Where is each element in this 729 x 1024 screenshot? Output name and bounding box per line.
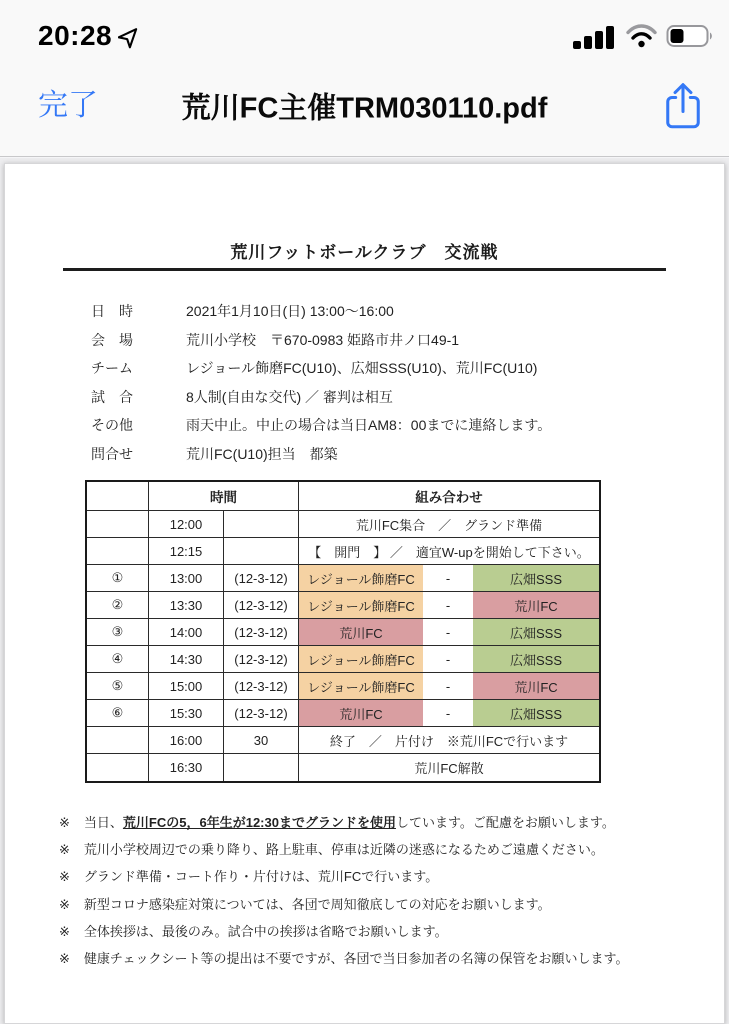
- time-cell: 12:15: [149, 538, 224, 565]
- vs-cell: -: [423, 700, 473, 727]
- vs-cell: -: [423, 619, 473, 646]
- vs-cell: -: [423, 646, 473, 673]
- info-value: レジョール飾磨FC(U10)、広畑SSS(U10)、荒川FC(U10): [186, 360, 538, 377]
- share-icon: [662, 81, 704, 131]
- wifi-icon: [625, 23, 658, 49]
- time-cell: 14:30: [149, 646, 224, 673]
- header-blank-cell: [87, 482, 149, 511]
- event-info: [91, 297, 724, 468]
- duration-cell: (12-3-12): [224, 592, 299, 619]
- home-team-cell: レジョール飾磨FC: [299, 565, 423, 592]
- time-cell: 14:00: [149, 619, 224, 646]
- home-team-cell: レジョール飾磨FC: [299, 646, 423, 673]
- row-num-cell: [87, 754, 149, 781]
- time-cell: 15:00: [149, 673, 224, 700]
- footnote: [59, 891, 724, 918]
- time-cell: 13:00: [149, 565, 224, 592]
- header-time-cell: 時間: [149, 482, 299, 511]
- note-text: [84, 809, 615, 836]
- away-team-cell: 荒川FC: [473, 673, 599, 700]
- away-team-cell: 広畑SSS: [473, 700, 599, 727]
- event-cell: 終了 ／ 片付け ※荒川FCで行います: [299, 727, 599, 754]
- away-team-cell: 広畑SSS: [473, 565, 599, 592]
- table-row: [87, 511, 599, 538]
- row-num-cell: ②: [87, 592, 149, 619]
- nav-bar: [0, 56, 729, 156]
- table-row: [87, 538, 599, 565]
- battery-icon: [666, 23, 715, 49]
- row-num-cell: ⑥: [87, 700, 149, 727]
- home-team-cell: レジョール飾磨FC: [299, 592, 423, 619]
- note-text: 荒川小学校周辺での乗り降り、路上駐車、停車は近隣の迷惑になるためご遠慮ください。: [83, 842, 604, 858]
- table-row: [87, 727, 599, 754]
- info-row-format: [91, 383, 724, 412]
- info-row-contact: [91, 440, 724, 469]
- note-marker: ※: [59, 815, 70, 830]
- time-cell: 16:30: [149, 754, 224, 781]
- info-label: 問合せ: [91, 445, 133, 462]
- note-text: 健康チェックシート等の提出は不要ですが、各団で当日参加者の名簿の保管をお願いします。: [83, 951, 629, 967]
- footnote: [59, 945, 724, 972]
- table-row: [87, 619, 599, 646]
- away-team-cell: 広畑SSS: [473, 619, 599, 646]
- table-row: [87, 646, 599, 673]
- pdf-viewport[interactable]: [0, 158, 729, 1024]
- info-value: 荒川小学校 〒670-0983 姫路市井ノ口49-1: [186, 331, 460, 348]
- schedule-table: [85, 480, 601, 783]
- duration-cell: 30: [224, 727, 299, 754]
- note-marker: ※: [59, 896, 70, 912]
- row-num-cell: ④: [87, 646, 149, 673]
- info-value: 8人制(自由な交代) ／ 審判は相互: [186, 388, 393, 405]
- location-arrow-icon: [118, 23, 142, 49]
- info-label: 会 場: [91, 331, 133, 348]
- footnote: [59, 863, 724, 890]
- header-matchup-cell: 組み合わせ: [299, 482, 599, 511]
- note-text: 新型コロナ感染症対策については、各団で周知徹底しての対応をお願いします。: [83, 896, 551, 912]
- vs-cell: -: [423, 592, 473, 619]
- home-team-cell: 荒川FC: [299, 700, 423, 727]
- info-value: 荒川FC(U10)担当 都築: [186, 445, 338, 462]
- note-text: 全体挨拶は、最後のみ。試合中の挨拶は省略でお願いします。: [83, 923, 448, 939]
- top-chrome: [0, 0, 729, 157]
- table-header-row: [87, 482, 599, 511]
- duration-cell: (12-3-12): [224, 619, 299, 646]
- duration-cell: [224, 538, 299, 565]
- table-row: [87, 754, 599, 781]
- footnote: [59, 918, 724, 945]
- share-button[interactable]: [662, 81, 704, 131]
- info-row-datetime: [91, 297, 724, 326]
- row-num-cell: ③: [87, 619, 149, 646]
- note-marker: ※: [59, 869, 70, 885]
- duration-cell: [224, 511, 299, 538]
- info-value: 雨天中止。中止の場合は当日AM8：00までに連絡します。: [186, 417, 552, 434]
- time-cell: 15:30: [149, 700, 224, 727]
- event-cell: 荒川FC集合 ／ グランド準備: [299, 511, 599, 538]
- note-text-part: しています。ご配慮をお願いします。: [395, 815, 615, 830]
- duration-cell: (12-3-12): [224, 700, 299, 727]
- info-label: その他: [91, 417, 133, 434]
- row-num-cell: ①: [87, 565, 149, 592]
- away-team-cell: 荒川FC: [473, 592, 599, 619]
- row-num-cell: [87, 727, 149, 754]
- info-value: 2021年1月10日(日) 13:00～16:00: [186, 303, 394, 320]
- done-button[interactable]: 完了: [38, 89, 98, 122]
- footnotes: [59, 809, 724, 972]
- home-team-cell: 荒川FC: [299, 619, 423, 646]
- event-cell: 荒川FC解散: [414, 761, 484, 776]
- duration-cell: [224, 754, 299, 781]
- note-text: グランド準備・コート作り・片付けは、荒川FCで行います。: [83, 869, 439, 885]
- table-row: [87, 700, 599, 727]
- status-time: 20:28: [38, 20, 113, 51]
- time-cell: 16:00: [149, 727, 224, 754]
- heading-rule: [63, 268, 666, 271]
- info-row-venue: [91, 326, 724, 355]
- cellular-signal-icon: [571, 22, 617, 51]
- note-marker: ※: [59, 923, 70, 939]
- time-cell: 13:30: [149, 592, 224, 619]
- event-cell: 【 開門 】 ／ 適宜W-upを開始して下さい。: [299, 538, 599, 565]
- vs-cell: -: [423, 565, 473, 592]
- document-title: 荒川FC主催TRM030110.pdf: [181, 92, 548, 125]
- table-row: [87, 565, 599, 592]
- info-row-teams: [91, 354, 724, 383]
- row-num-cell: [87, 538, 149, 565]
- duration-cell: (12-3-12): [224, 646, 299, 673]
- info-label: 試 合: [91, 388, 133, 405]
- note-marker: ※: [59, 842, 70, 858]
- info-label: チーム: [91, 360, 133, 377]
- footnote: [59, 836, 724, 863]
- info-label: 日 時: [91, 303, 133, 320]
- home-team-cell: レジョール飾磨FC: [299, 673, 423, 700]
- info-row-other: [91, 411, 724, 440]
- vs-cell: -: [423, 673, 473, 700]
- away-team-cell: 広畑SSS: [473, 646, 599, 673]
- note-marker: ※: [59, 951, 70, 967]
- row-num-cell: ⑤: [87, 673, 149, 700]
- time-cell: 12:00: [149, 511, 224, 538]
- table-row: [87, 673, 599, 700]
- status-bar: [0, 0, 729, 56]
- note-text-emphasis: 荒川FCの5，6年生が12:30までグランドを使用: [122, 815, 396, 830]
- table-row: [87, 592, 599, 619]
- footnote: [59, 809, 724, 836]
- duration-cell: (12-3-12): [224, 673, 299, 700]
- note-text-part: 当日、: [83, 815, 123, 830]
- duration-cell: (12-3-12): [224, 565, 299, 592]
- row-num-cell: [87, 511, 149, 538]
- doc-heading: 荒川フットボールクラブ 交流戦: [230, 243, 499, 262]
- pdf-page: [4, 163, 725, 1024]
